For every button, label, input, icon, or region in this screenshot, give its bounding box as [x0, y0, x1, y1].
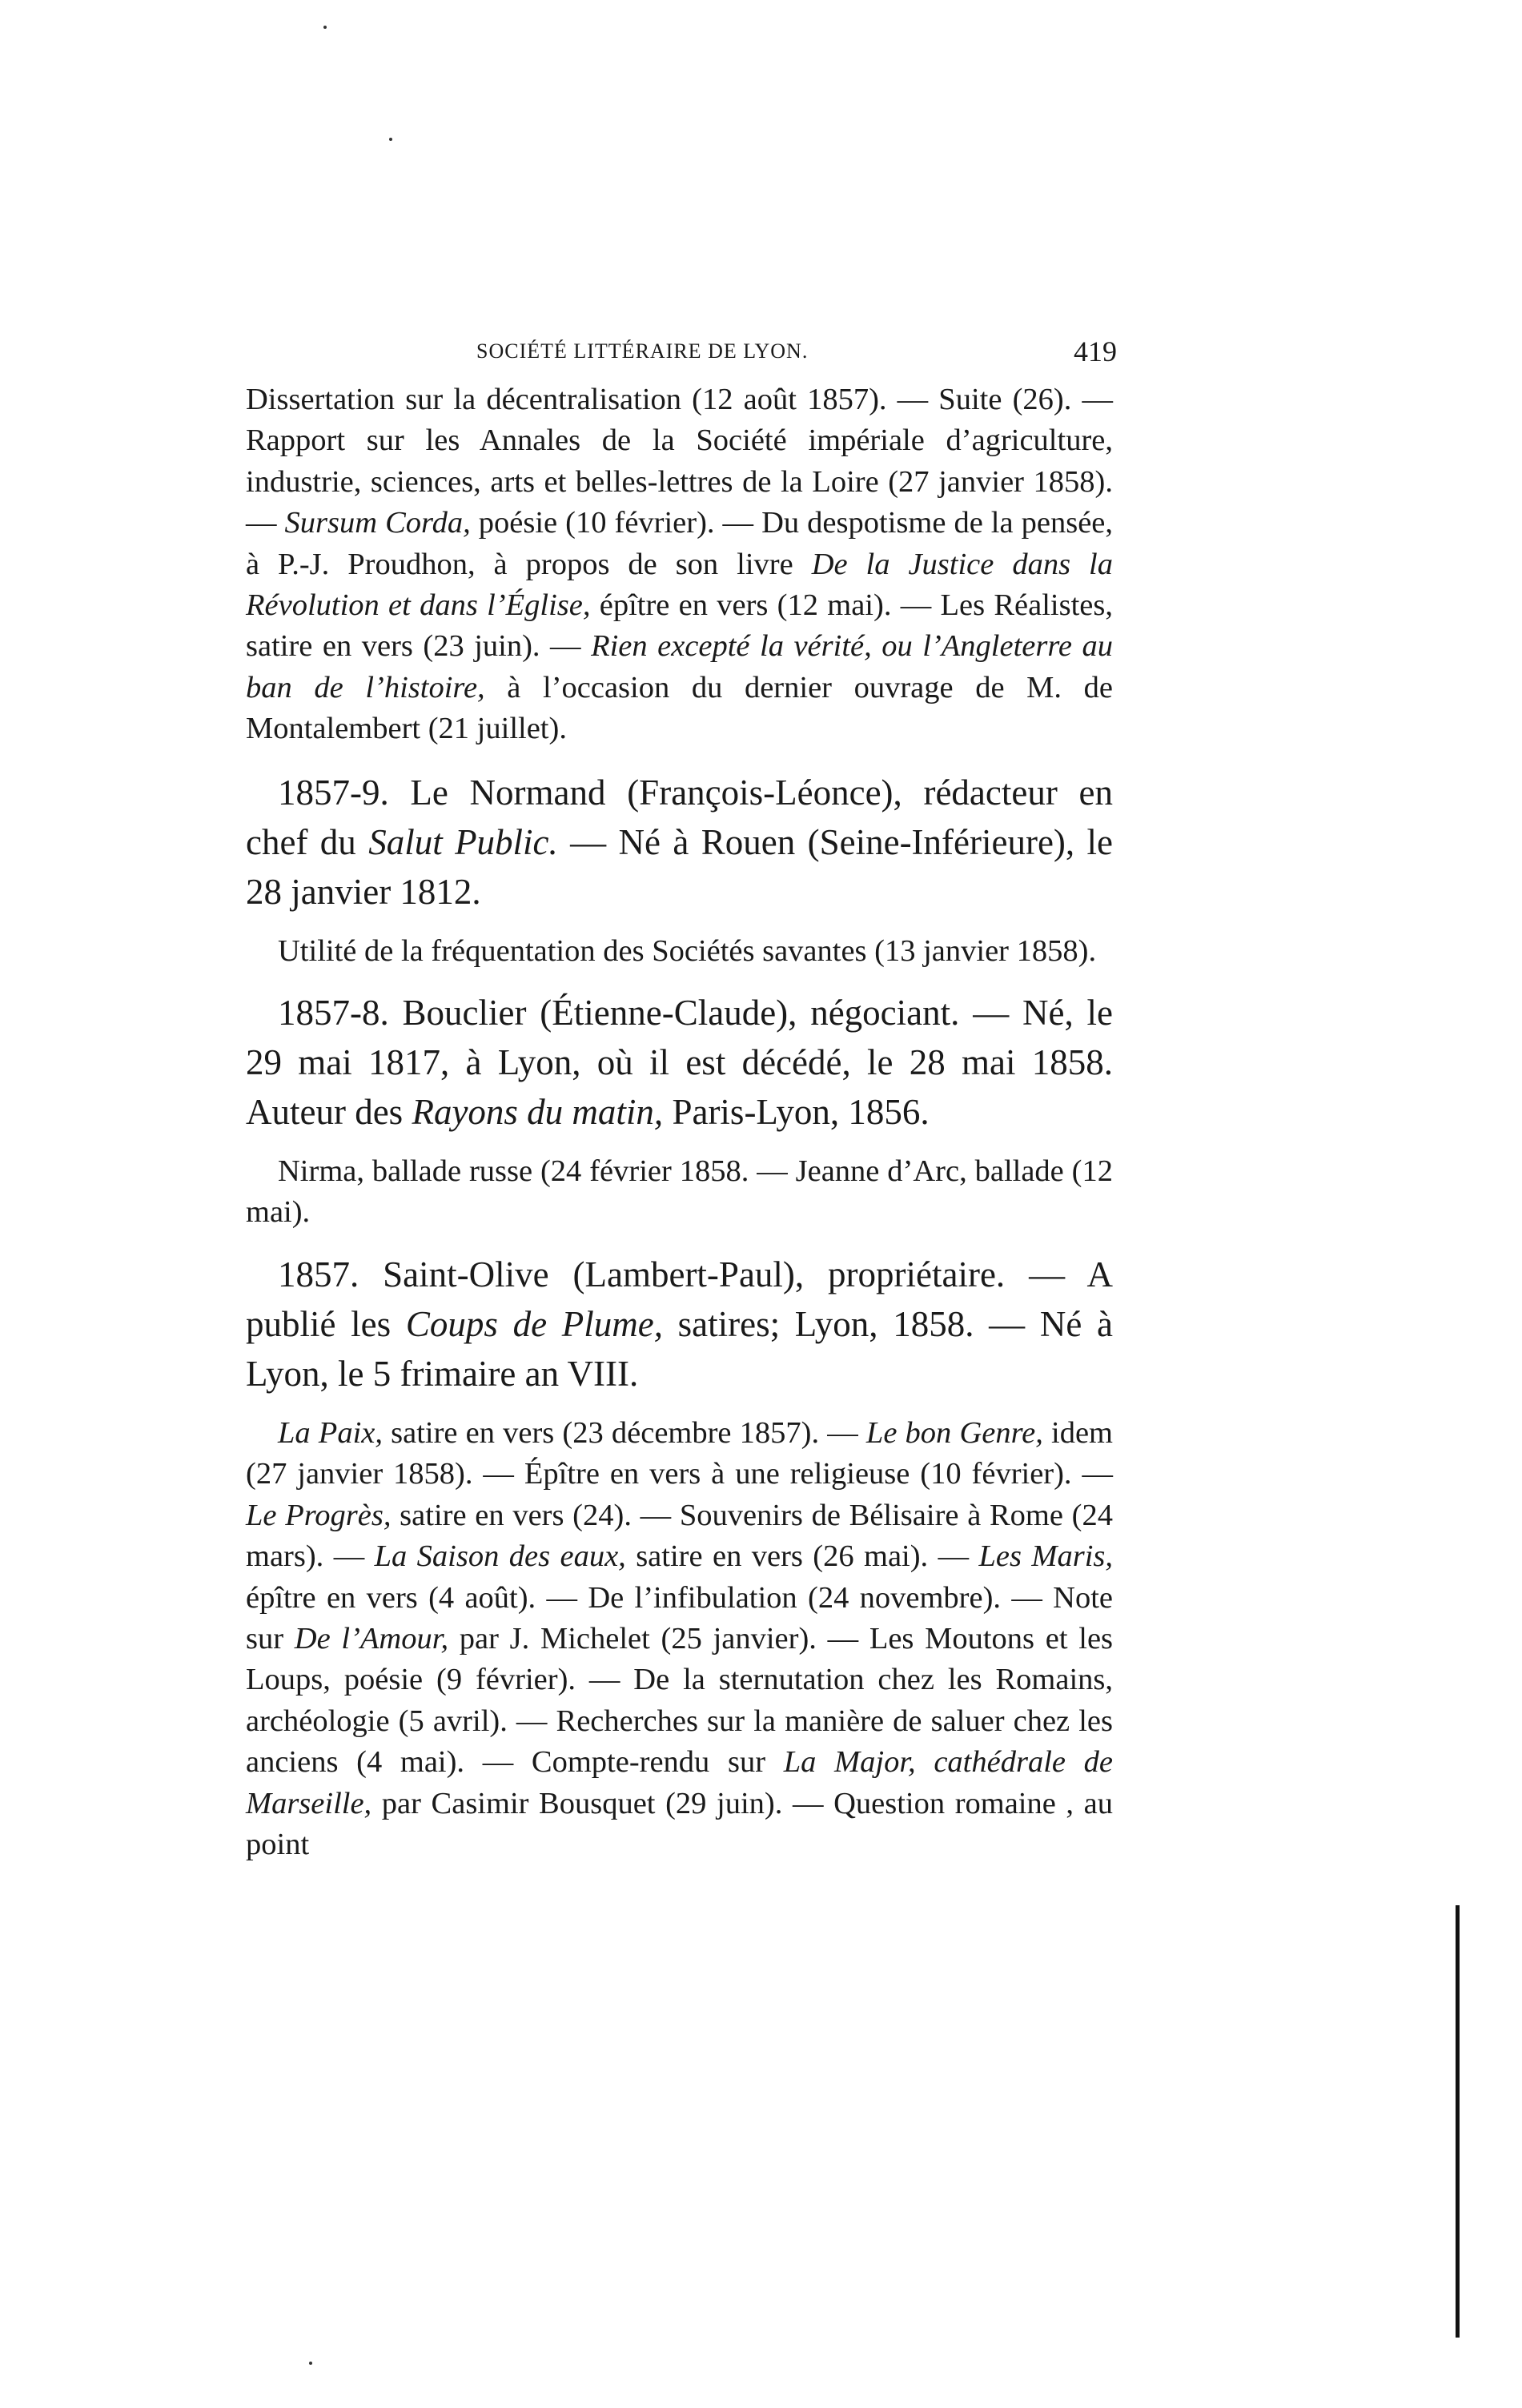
italic-title: Salut Public. [368, 821, 558, 862]
spacer [246, 750, 1113, 768]
italic-title: Coups de Plume, [405, 1303, 663, 1344]
page-number: 419 [1074, 335, 1117, 367]
italic-title: De la Justice dans la Révolution et dans l’Église, [246, 547, 1113, 623]
italic-title: La Major, cathédrale de Marseille, [246, 1745, 1114, 1820]
spacer [246, 1234, 1113, 1250]
text-run: Dissertation sur la décentralisation (12 août 1857). — Suite (26). — Rapport sur les Annales de la Société impériale d’agriculture, industrie, sciences, arts et belles-lettres de la Loire (27 janvier 1858). — [246, 383, 1113, 540]
text-run: satire en vers (24). — Souvenirs de Bélisaire à Rome (24 mars). — [246, 1498, 1113, 1574]
italic-title: Les Maris, [978, 1539, 1113, 1574]
spacer [246, 972, 1113, 988]
margin-scan-line [1456, 1905, 1460, 2338]
running-title: SOCIÉTÉ LITTÉRAIRE DE LYON. [476, 339, 809, 363]
text-run: Nirma, ballade russe (24 février 1858. — Jeanne d’Arc, ballade (12 mai). [246, 1154, 1113, 1230]
italic-title: Rien excepté la vérité, ou l’Angleterre au ban de l’histoire, [246, 629, 1113, 704]
works-paragraph [246, 1413, 1113, 1865]
spacer [246, 1137, 1113, 1151]
text-run: Paris-Lyon, 1856. [663, 1092, 930, 1133]
italic-title: La Paix, [278, 1415, 383, 1450]
italic-title: Le bon Genre, [865, 1415, 1043, 1450]
italic-title: La Saison des eaux, [374, 1539, 626, 1574]
works-paragraph [246, 1151, 1113, 1234]
italic-title: Rayons du matin, [412, 1092, 664, 1133]
scan-speck [389, 138, 392, 141]
member-entry-saint-olive [246, 1250, 1113, 1399]
text-run: 1857-9. Le Normand (François-Léonce), rédacteur en chef du [246, 772, 1113, 862]
member-entry-le-normand [246, 768, 1113, 917]
works-paragraph [246, 931, 1113, 972]
italic-title: Le Progrès, [246, 1498, 392, 1532]
text-run: par J. Michelet (25 janvier). — Les Moutons et les Loups, poésie (9 février). — De la sternutation chez les Romains, archéologie (5 avril). — Recherches sur la manière de saluer chez les anciens (4 mai). — Compte-rendu sur [246, 1621, 1114, 1780]
works-paragraph [246, 379, 1113, 750]
scan-speck [309, 2362, 312, 2365]
spacer [246, 1399, 1113, 1413]
text-run: poésie (10 février). — Du despotisme de la pensée, à P.-J. Proudhon, à propos de son livre [246, 506, 1113, 581]
text-run: satire en vers (26 mai). — [625, 1539, 979, 1574]
text-run: à l’occasion du dernier ouvrage de M. de Montalembert (21 juillet). [246, 670, 1113, 746]
text-run: Utilité de la fréquentation des Sociétés savantes (13 janvier 1858). [278, 933, 1097, 968]
italic-title: Sursum Corda, [284, 506, 471, 540]
spacer [246, 917, 1113, 931]
page-header [476, 335, 1117, 375]
scan-speck [323, 26, 327, 29]
text-run: — Né à Rouen (Seine-Inférieure), le 28 janvier 1812. [246, 821, 1113, 912]
body-text [246, 379, 1113, 1865]
text-run: par Casimir Bousquet (29 juin). — Question romaine , au point [246, 1786, 1113, 1861]
text-run: 1857-8. Bouclier (Étienne-Claude), négociant. — Né, le 29 mai 1817, à Lyon, où il est décédé, le 28 mai 1858. Auteur des [246, 993, 1113, 1133]
text-run: satires; Lyon, 1858. — Né à Lyon, le 5 frimaire an VIII. [246, 1303, 1113, 1394]
italic-title: De l’Amour, [294, 1621, 449, 1656]
text-run: idem (27 janvier 1858). — Épître en vers à une religieuse (10 février). — [246, 1415, 1113, 1491]
text-run: 1857. Saint-Olive (Lambert-Paul), propriétaire. — A publié les [246, 1254, 1113, 1344]
text-run: satire en vers (23 décembre 1857). — [383, 1415, 866, 1450]
text-run: épître en vers (12 mai). — Les Réalistes, satire en vers (23 juin). — [246, 588, 1113, 664]
member-entry-bouclier [246, 988, 1113, 1137]
text-run: épître en vers (4 août). — De l’infibulation (24 novembre). — Note sur [246, 1580, 1113, 1656]
